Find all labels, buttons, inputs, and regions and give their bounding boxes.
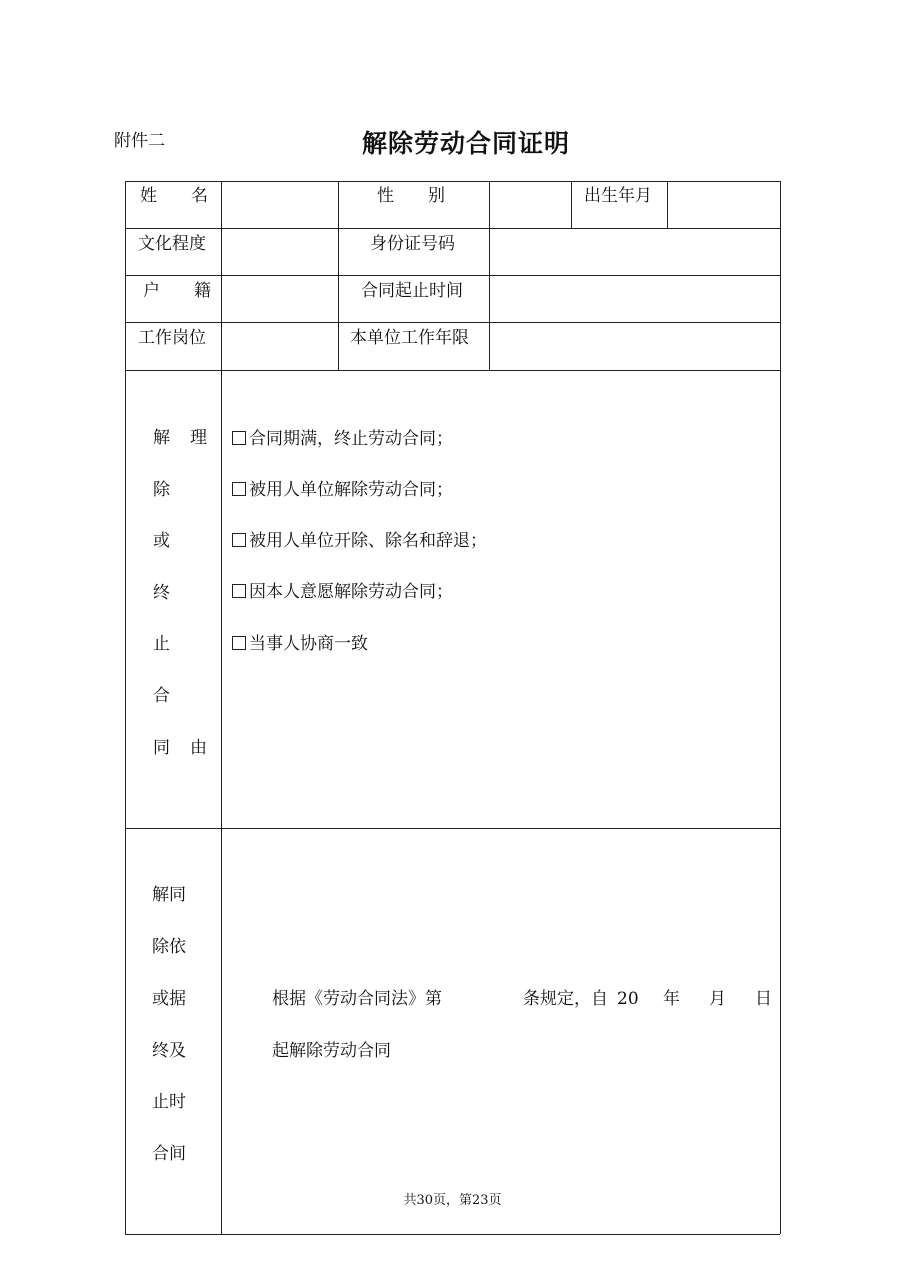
basis-label-line: 终及 xyxy=(152,1041,186,1061)
termination-text: 起解除劳动合同 xyxy=(272,1041,391,1061)
page-footer: 共30页，第23页 xyxy=(403,1193,502,1208)
table-border-top xyxy=(125,181,780,182)
row-divider xyxy=(125,322,780,323)
hukou-label: 户 籍 xyxy=(143,281,211,301)
reason-option-mutual-agreement[interactable] xyxy=(232,636,368,653)
option-text: 被用人单位解除劳动合同； xyxy=(249,480,453,500)
table-border-right xyxy=(780,181,781,1234)
checkbox[interactable] xyxy=(232,533,246,547)
name-label: 姓 名 xyxy=(140,186,208,206)
table-border-bottom xyxy=(125,1234,780,1235)
option-text: 被用人单位开除、除名和辞退； xyxy=(249,531,487,551)
reason-label-char: 合 xyxy=(153,686,170,706)
basis-label-line: 或据 xyxy=(152,989,186,1009)
checkbox[interactable] xyxy=(232,636,246,650)
reason-label-char: 解 xyxy=(153,428,170,448)
day-unit: 日 xyxy=(755,989,772,1009)
id-number-label: 身份证号码 xyxy=(370,234,455,254)
reason-label-char: 理 xyxy=(190,428,207,448)
row-divider xyxy=(125,275,780,276)
document-title: 解除劳动合同证明 xyxy=(362,129,571,158)
basis-label-line: 合间 xyxy=(152,1144,186,1164)
reason-label-char: 止 xyxy=(153,634,170,654)
column-divider xyxy=(489,181,490,370)
basis-label-line: 解同 xyxy=(152,885,186,905)
checkbox[interactable] xyxy=(232,584,246,598)
reason-label-char: 终 xyxy=(153,583,170,603)
year-prefix: 20 xyxy=(617,989,639,1009)
attachment-label: 附件二 xyxy=(114,131,165,151)
month-unit: 月 xyxy=(709,989,726,1009)
reason-option-own-will[interactable] xyxy=(232,584,453,601)
column-divider xyxy=(667,181,668,228)
reason-label-char: 由 xyxy=(190,738,207,758)
option-text: 当事人协商一致 xyxy=(249,634,368,654)
reason-label-char: 或 xyxy=(153,531,170,551)
option-text: 合同期满，终止劳动合同； xyxy=(249,429,453,449)
checkbox[interactable] xyxy=(232,482,246,496)
basis-label-line: 除依 xyxy=(152,937,186,957)
reason-option-dismissed-by-employer[interactable] xyxy=(232,482,453,499)
gender-label: 性 别 xyxy=(377,186,445,206)
position-label: 工作岗位 xyxy=(138,328,206,348)
reason-label-char: 同 xyxy=(153,738,170,758)
row-divider xyxy=(125,370,780,371)
column-divider xyxy=(338,181,339,370)
year-unit: 年 xyxy=(663,989,680,1009)
row-divider xyxy=(125,828,780,829)
checkbox[interactable] xyxy=(232,431,246,445)
row-divider xyxy=(125,228,780,229)
column-divider xyxy=(571,181,572,228)
column-divider xyxy=(221,181,222,1234)
reason-label-char: 除 xyxy=(153,480,170,500)
reason-option-contract-expired[interactable] xyxy=(232,431,453,448)
option-text: 因本人意愿解除劳动合同； xyxy=(249,582,453,602)
contract-period-label: 合同起止时间 xyxy=(361,281,463,301)
reason-option-expelled[interactable] xyxy=(232,533,487,550)
education-label: 文化程度 xyxy=(138,234,206,254)
birth-date-label: 出生年月 xyxy=(584,186,652,206)
provision-text: 条规定，自 xyxy=(523,989,608,1009)
law-reference-text: 根据《劳动合同法》第 xyxy=(272,989,442,1009)
years-of-service-label: 本单位工作年限 xyxy=(350,328,469,348)
table-border-left xyxy=(125,181,126,1234)
basis-label-line: 止时 xyxy=(152,1092,186,1112)
